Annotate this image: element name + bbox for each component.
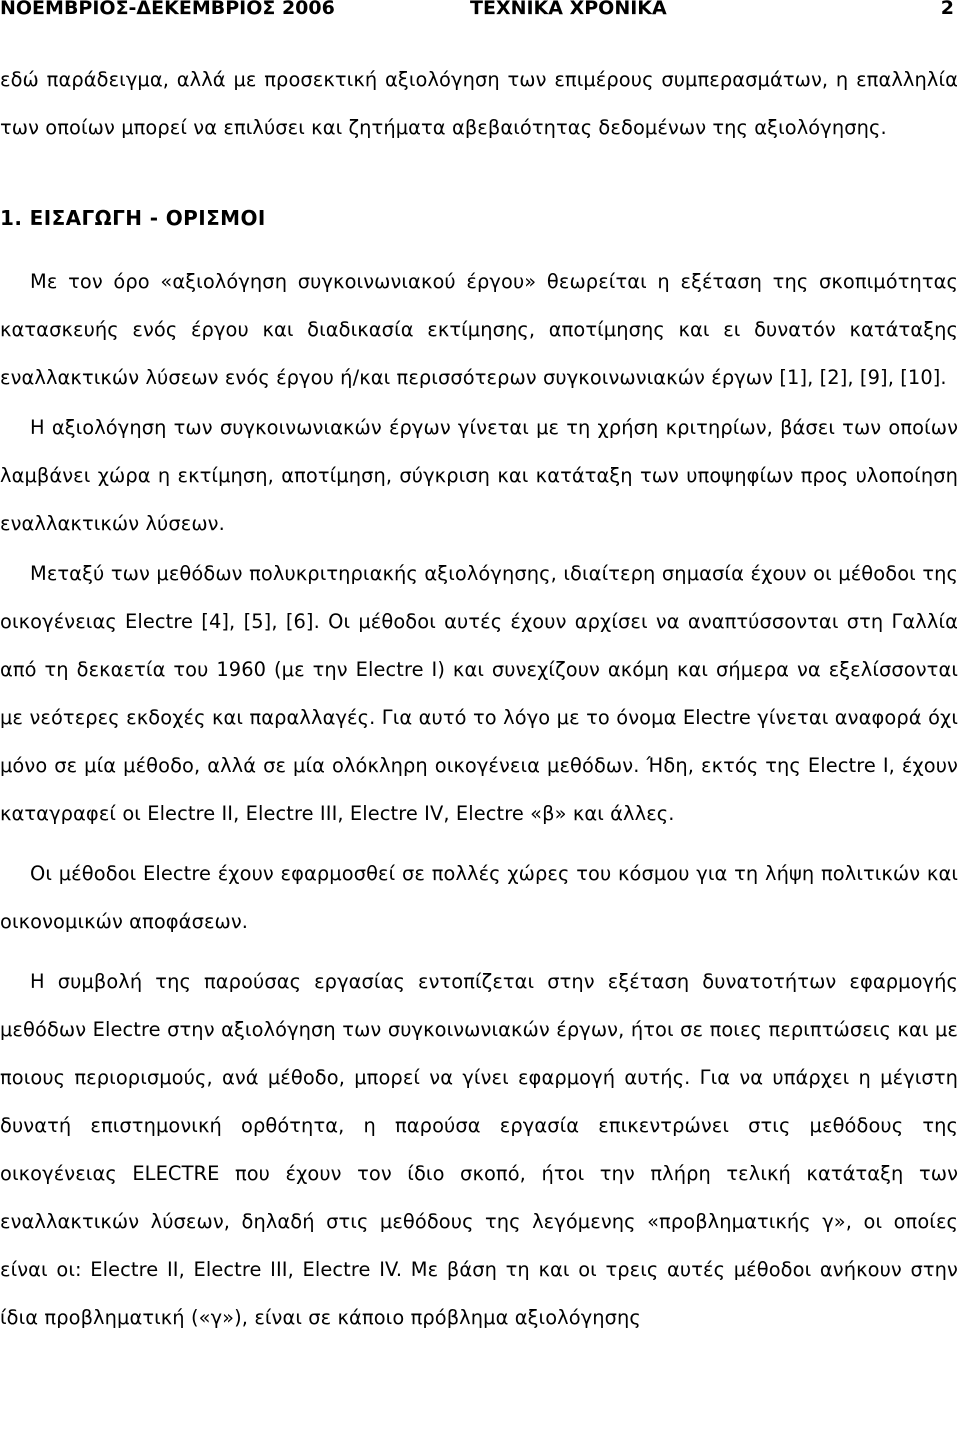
- intro-continuation-paragraph: εδώ παράδειγμα, αλλά με προσεκτική αξιολόγηση των επιμέρους συμπερασμάτων, η επαλληλία των οποίων μπορεί να επιλύσει και ζητήματα αβεβαιότητας δεδομένων της αξιολόγησης.: [0, 68, 958, 139]
- header-date: ΝΟΕΜΒΡΙΟΣ-ΔΕΚΕΜΒΡΙΟΣ 2006: [0, 0, 335, 19]
- article-body: [0, 56, 958, 1342]
- paragraph-definition: Με τον όρο «αξιολόγηση συγκοινωνιακού έργου» θεωρείται η εξέταση της σκοπιμότητας κατασκευής ενός έργου και διαδικασία εκτίμησης, αποτίμησης και ει δυνατόν κατάταξης εναλλακτικών λύσεων ενός έργου ή/και περισσότερων συγκοινωνιακών έργων [1], [2], [9], [10].: [0, 270, 958, 389]
- running-header: [0, 0, 960, 20]
- page-number: 2: [940, 0, 954, 19]
- paragraph-contribution: Η συμβολή της παρούσας εργασίας εντοπίζεται στην εξέταση δυνατοτήτων εφαρμογής μεθόδων Electre στην αξιολόγηση των συγκοινωνιακών έργων, ήτοι σε ποιες περιπτώσεις και με ποιους περιορισμούς, ανά μέθοδο, μπορεί να γίνει εφαρμογή αυτής. Για να υπάρχει η μέγιστη δυνατή επιστημονική ορθότητα, η παρούσα εργασία επικεντρώνει στις μεθόδους της οικογένειας ELECTRE που έχουν τον ίδιο σκοπό, ήτοι την πλήρη τελική κατάταξη των εναλλακτικών λύσεων, δηλαδή στις μεθόδους της λεγόμενης «προβληματικής γ», οι οποίες είναι οι: Electre II, Electre III, Electre IV. Με βάση τη και οι τρεις αυτές μέθοδοι ανήκουν στην ίδια προβληματική («γ»), είναι σε κάποιο πρόβλημα αξιολόγησης: [0, 970, 958, 1329]
- paragraph-criteria: Η αξιολόγηση των συγκοινωνιακών έργων γίνεται με τη χρήση κριτηρίων, βάσει των οποίων λαμβάνει χώρα η εκτίμηση, αποτίμηση, σύγκριση και κατάταξη των υποψηφίων προς υλοποίηση εναλλακτικών λύσεων.: [0, 416, 958, 535]
- header-journal-title: ΤΕΧΝΙΚΑ ΧΡΟΝΙΚΑ: [470, 0, 667, 19]
- paragraph-electre-applications: Οι μέθοδοι Electre έχουν εφαρμοσθεί σε πολλές χώρες του κόσμου για τη λήψη πολιτικών και οικονομικών αποφάσεων.: [0, 862, 958, 933]
- paragraph-electre-family: Μεταξύ των μεθόδων πολυκριτηριακής αξιολόγησης, ιδιαίτερη σημασία έχουν οι μέθοδοι της οικογένειας Electre [4], [5], [6]. Οι μέθοδοι αυτές έχουν αρχίσει να αναπτύσσονται στη Γαλλία από τη δεκαετία του 1960 (με την Electre I) και συνεχίζουν ακόμη και σήμερα να εξελίσσονται με νεότερες εκδοχές και παραλλαγές. Για αυτό το λόγο με το όνομα Electre γίνεται αναφορά όχι μόνο σε μία μέθοδο, αλλά σε μία ολόκληρη οικογένεια μεθόδων. Ήδη, εκτός της Electre I, έχουν καταγραφεί οι Electre II, Electre III, Electre IV, Electre «β» και άλλες.: [0, 562, 958, 825]
- section-heading: 1. ΕΙΣΑΓΩΓΗ - ΟΡΙΣΜΟΙ: [0, 206, 266, 230]
